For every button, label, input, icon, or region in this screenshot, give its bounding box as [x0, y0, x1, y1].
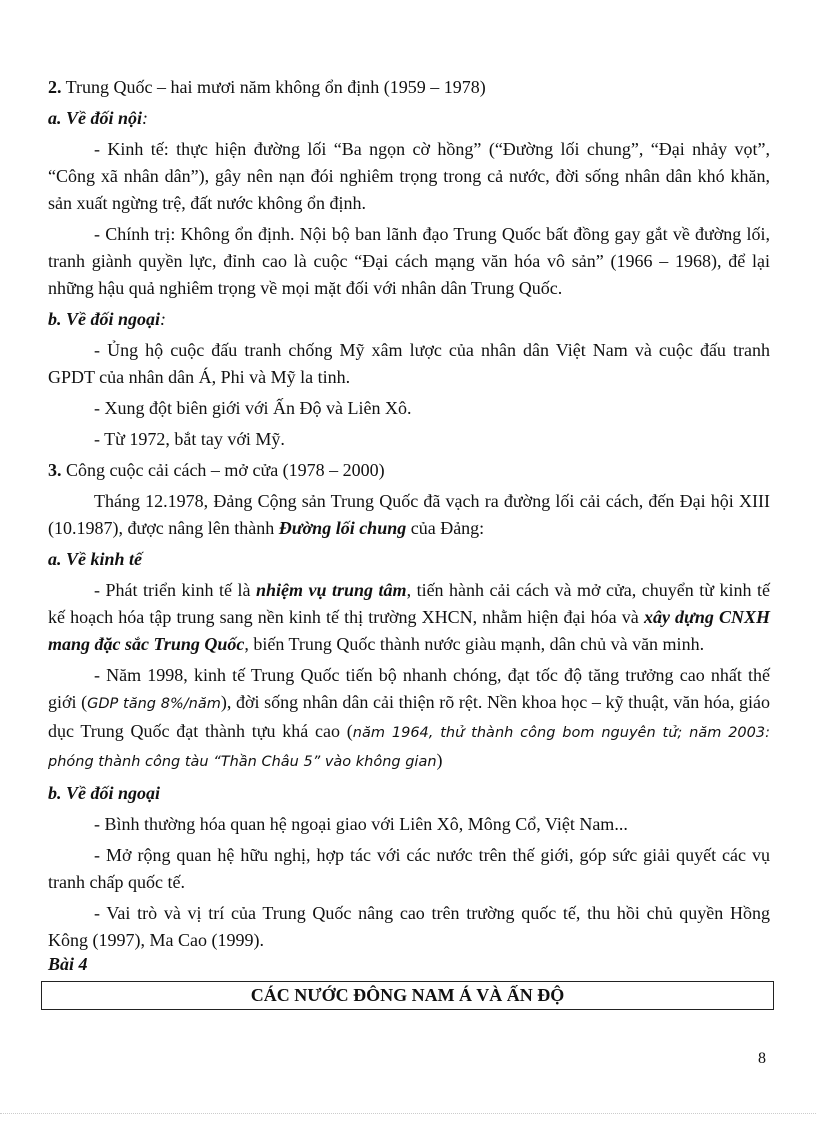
paragraph-economy: - Kinh tế: thực hiện đường lối “Ba ngọn cờ hồng” (“Đường lối chung”, “Đại nhảy vọt”, “Công xã nhân dân”), gây nên nạn đói nghiêm trọng trong cả nước, đời sống nhân dân khó khăn, sản xuất ngừng trệ, đất nước không ổn định. — [48, 139, 770, 213]
paragraph-cooperation: - Mở rộng quan hệ hữu nghị, hợp tác với các nước trên thế giới, góp sức giải quyết các vụ tranh chấp quốc tế. — [48, 845, 770, 892]
document-body — [48, 74, 770, 958]
section-2-subheading-domestic: a. Về đối nội: — [48, 108, 149, 128]
paragraph-international-role: - Vai trò và vị trí của Trung Quốc nâng cao trên trường quốc tế, thu hồi chủ quyền Hồng Kông (1997), Ma Cao (1999). — [48, 903, 770, 950]
section-3-subheading-economy: a. Về kinh tế — [48, 549, 143, 569]
paragraph-normalize-relations: - Bình thường hóa quan hệ ngoại giao với Liên Xô, Mông Cổ, Việt Nam... — [94, 814, 628, 834]
section-2-heading: 2. Trung Quốc – hai mươi năm không ổn định (1959 – 1978) — [48, 77, 486, 97]
paragraph-economic-growth: - Năm 1998, kinh tế Trung Quốc tiến bộ nhanh chóng, đạt tốc độ tăng trưởng cao nhất thế giới (GDP tăng 8%/năm), đời sống nhân dân cải thiện rõ rệt. Nền khoa học – kỹ thuật, văn hóa, giáo dục Trung Quốc đạt thành tựu khá cao (năm 1964, thử thành công bom nguyên tử; năm 2003: phóng thành công tàu “Thần Châu 5” vào không gian) — [48, 665, 771, 770]
paragraph-politics: - Chính trị: Không ổn định. Nội bộ ban lãnh đạo Trung Quốc bất đồng gay gắt về đường lối, tranh giành quyền lực, đỉnh cao là cuộc “Đại cách mạng văn hóa vô sản” (1966 – 1968), để lại những hậu quả nghiêm trọng về mọi mặt đối với nhân dân Trung Quốc. — [48, 224, 770, 298]
paragraph-reform-intro: Tháng 12.1978, Đảng Cộng sản Trung Quốc đã vạch ra đường lối cải cách, đến Đại hội XIII (10.1987), được nâng lên thành Đường lối chung của Đảng: — [48, 491, 770, 538]
section-2-subheading-foreign: b. Về đối ngoại: — [48, 309, 167, 329]
page-break-divider — [0, 1113, 816, 1114]
paragraph-ally-us: - Từ 1972, bắt tay với Mỹ. — [94, 429, 285, 449]
section-3-subheading-foreign: b. Về đối ngoại — [48, 783, 161, 803]
paragraph-border-conflict: - Xung đột biên giới với Ấn Độ và Liên Xô. — [94, 398, 412, 418]
section-3-heading: 3. Công cuộc cải cách – mở cửa (1978 – 2000) — [48, 460, 385, 480]
paragraph-economic-reform: - Phát triển kinh tế là nhiệm vụ trung tâm, tiến hành cải cách và mở cửa, chuyển từ kinh tế kế hoạch hóa tập trung sang nền kinh tế thị trường XHCN, nhằm hiện đại hóa và xây dựng CNXH mang đặc sắc Trung Quốc, biến Trung Quốc thành nước giàu mạnh, dân chủ và văn minh. — [48, 580, 771, 654]
lesson-label: Bài 4 — [48, 954, 88, 974]
page-number: 8 — [758, 1050, 766, 1067]
lesson-title-box: CÁC NƯỚC ĐÔNG NAM Á VÀ ẤN ĐỘ — [41, 981, 774, 1010]
paragraph-support-vietnam: - Ủng hộ cuộc đấu tranh chống Mỹ xâm lược của nhân dân Việt Nam và cuộc đấu tranh GPDT của nhân dân Á, Phi và Mỹ la tinh. — [48, 340, 770, 387]
